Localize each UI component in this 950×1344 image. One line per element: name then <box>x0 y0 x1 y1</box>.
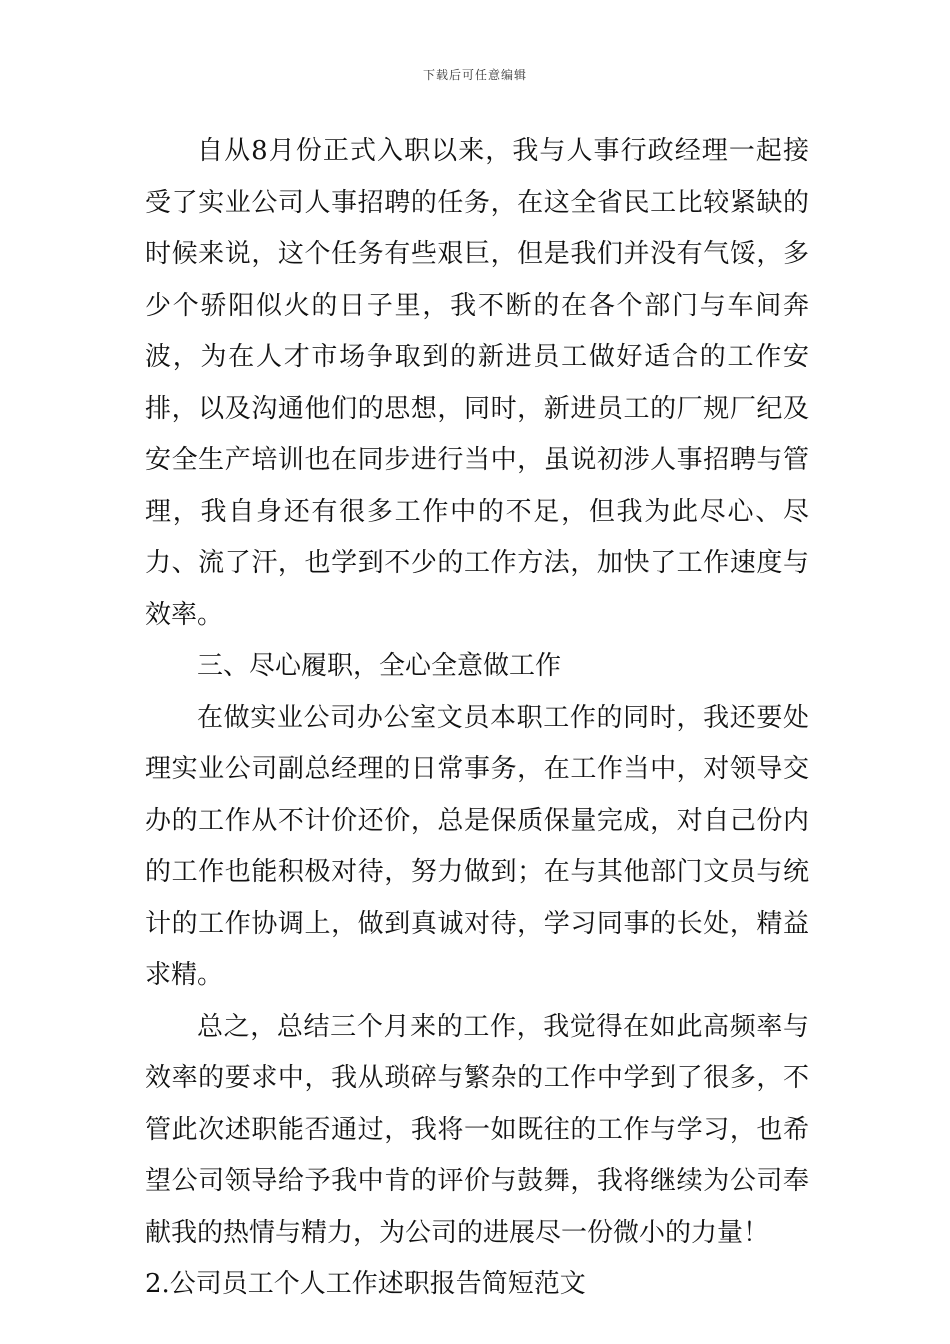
paragraph-summary: 总之，总结三个月来的工作，我觉得在如此高频率与效率的要求中，我从琐碎与繁杂的工作中学到了很多，不管此次述职能否通过，我将一如既往的工作与学习，也希望公司领导给予我中肯的评价与鼓舞，我将继续为公司奉献我的热情与精力，为公司的进展尽一份微小的力量！ <box>145 1011 809 1248</box>
paragraph-recruitment: 自从8月份正式入职以来，我与人事行政经理一起接受了实业公司人事招聘的任务，在这全省民工比较紧缺的时候来说，这个任务有些艰巨，但是我们并没有气馁，多少个骄阳似火的日子里，我不断的在各个部门与车间奔波，为在人才市场争取到的新进员工做好适合的工作安排，以及沟通他们的思想，同时，新进员工的厂规厂纪及安全生产培训也在同步进行当中，虽说初涉人事招聘与管理，我自身还有很多工作中的不足，但我为此尽心、尽力、流了汗，也学到不少的工作方法，加快了工作速度与效率。 <box>145 136 809 630</box>
paragraph-duties: 在做实业公司办公室文员本职工作的同时，我还要处理实业公司副总经理的日常事务，在工作当中，对领导交办的工作从不计价还价，总是保质保量完成，对自己份内的工作也能积极对待，努力做到；在与其他部门文员与统计的工作协调上，做到真诚对待，学习同事的长处，精益求精。 <box>145 702 809 990</box>
section-heading-3: 三、尽心履职，全心全意做工作 <box>197 651 562 681</box>
article-title-2: 2.公司员工个人工作述职报告简短范文 <box>145 1269 586 1299</box>
document-body <box>145 126 809 1311</box>
header-note: 下载后可任意编辑 <box>422 68 527 82</box>
